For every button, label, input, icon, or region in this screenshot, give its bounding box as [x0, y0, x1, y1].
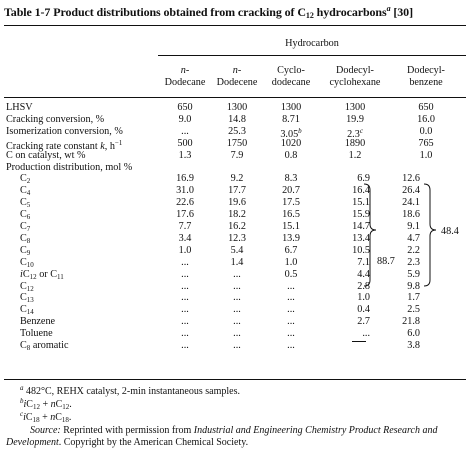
table-cell: 2.3: [407, 256, 420, 268]
column-header-line2: cyclohexane: [329, 77, 381, 88]
table-cell: 31.0: [176, 185, 194, 197]
row-label: LHSV: [6, 102, 33, 113]
footnote-c-text: $iC_{18} + nC_{18}$.: [23, 412, 72, 424]
table-cell: 14.7: [352, 221, 370, 232]
table-cell: 765: [418, 137, 434, 149]
column-header-line1: Cyclo-: [277, 65, 305, 76]
row-label: $C_{14}$: [20, 304, 34, 317]
table-cell: 4.4: [357, 268, 370, 280]
table-cell: ...: [287, 304, 295, 316]
table-cell: ...: [181, 316, 189, 328]
table-cell: 16.5: [282, 209, 300, 221]
table-cell: 18.6: [402, 209, 420, 221]
table-cell: 16.4: [352, 185, 370, 197]
table-cell: 1.7: [407, 292, 420, 304]
table-cell: 25.3: [228, 125, 246, 137]
table-cell: ...: [181, 280, 189, 292]
brace-col4: [364, 184, 376, 286]
hydrocarbon-header: Hydrocarbon: [285, 38, 339, 49]
table-cell: 0.0: [419, 125, 433, 137]
table-cell: 19.9: [346, 113, 364, 125]
table-cell: 1300: [226, 102, 248, 113]
column-header-line1: Dodecyl-: [407, 65, 445, 76]
row-label: $C_5$: [20, 197, 31, 210]
table-cell: 22.6: [176, 197, 194, 209]
table-cell: 2.8: [357, 280, 370, 292]
table-cell: 9.1: [407, 221, 420, 232]
table-cell: 17.7: [228, 185, 246, 197]
table-cell: 21.8: [402, 316, 420, 328]
table-cell: ...: [233, 304, 241, 316]
table-cell: 18.2: [228, 209, 246, 221]
column-header-line2: benzene: [409, 77, 443, 88]
table-cell: 7.9: [230, 149, 244, 161]
table-cell: 1300: [344, 102, 366, 113]
table-cell: 1.0: [357, 292, 370, 304]
table-cell: 3.05$^b$: [280, 126, 302, 140]
table-cell: 8.3: [284, 173, 298, 185]
row-label: Production distribution, mol %: [6, 161, 133, 173]
brace-col5: [424, 184, 436, 286]
title-footnote-mark: a: [386, 4, 391, 13]
table-cell: ...: [287, 340, 295, 351]
table-cell: 16.9: [176, 173, 194, 185]
table-cell: 1.4: [230, 256, 244, 268]
table-cell: 1750: [226, 137, 248, 149]
table-cell: 6.0: [407, 328, 420, 340]
table-cell: 19.6: [228, 197, 246, 209]
table-cell: ...: [181, 256, 189, 268]
table-cell: ...: [233, 268, 241, 280]
table-cell: 1300: [280, 102, 302, 113]
brace-total-col5: 48.4: [441, 226, 459, 237]
table-cell: 1.2: [348, 149, 362, 161]
table-cell: ...: [181, 292, 189, 304]
title-text: Product distributions obtained from cracking of C: [53, 5, 306, 19]
table-cell: 4.7: [407, 232, 420, 244]
title-text-after: hydrocarbons: [313, 5, 387, 19]
row-label: $iC_{12}$ or $C_{11}$: [20, 268, 64, 281]
table-cell: 10.5: [352, 244, 370, 256]
table-cell: 24.1: [402, 197, 420, 209]
table-cell: ...: [181, 328, 189, 340]
table-cell: 1.0: [284, 256, 298, 268]
table-cell: ...: [362, 328, 370, 340]
table-label: Table 1-7: [4, 5, 51, 19]
table-cell: 26.4: [402, 185, 420, 197]
table-cell: 13.9: [282, 232, 300, 244]
table-cell: 12.6: [402, 173, 420, 185]
table-cell: 2.7: [357, 316, 370, 328]
table-cell: 0.8: [284, 149, 298, 161]
table-cell: 3.8: [407, 340, 420, 351]
column-header-line1: n-: [232, 65, 242, 76]
table-cell: 15.1: [352, 197, 370, 209]
table-cell: 500: [177, 137, 193, 149]
row-label: $C_7$: [20, 221, 31, 233]
table-cell: 650: [418, 102, 434, 113]
table-cell: 1020: [280, 137, 302, 149]
column-header-line1: n-: [180, 65, 190, 76]
table-cell: 2.3$^c$: [347, 126, 363, 140]
table-cell: 16.0: [417, 113, 435, 125]
table-cell: 650: [177, 102, 193, 113]
table-cell: 3.4: [178, 232, 192, 244]
table-cell: 12.3: [228, 232, 246, 244]
table-cell: ...: [181, 125, 189, 137]
table-cell: ...: [181, 304, 189, 316]
table-cell: ...: [287, 292, 295, 304]
table-cell: 5.9: [407, 268, 420, 280]
row-label: Isomerization conversion, %: [6, 125, 123, 137]
table-cell: 0.5: [284, 268, 298, 280]
row-label: $C_8$ aromatic: [20, 340, 69, 352]
table-cell: 20.7: [282, 185, 300, 197]
table-cell: ...: [233, 340, 241, 351]
table-cell: 5.4: [230, 244, 244, 256]
table-cell: 17.5: [282, 197, 300, 209]
table-cell: ...: [233, 328, 241, 340]
table-cell: 7.1: [357, 256, 370, 268]
table-cell: 13.4: [352, 232, 370, 244]
table-cell: ...: [233, 292, 241, 304]
row-label: $C_9$: [20, 244, 31, 257]
table-cell: 14.8: [228, 113, 246, 125]
table-cell: ...: [181, 340, 189, 351]
title-sub: 12: [305, 11, 314, 20]
row-label: $C_{10}$: [20, 256, 34, 269]
table-cell: 6.7: [284, 244, 298, 256]
row-label: $C_6$: [20, 209, 31, 222]
row-label: $C_8$: [20, 232, 31, 245]
column-header-line2: Dodecane: [164, 77, 206, 88]
table-cell: 1.0: [178, 244, 192, 256]
table-cell: 16.2: [228, 221, 246, 232]
table-bottom-rule: [4, 379, 466, 380]
table-cell: 17.6: [176, 209, 194, 221]
table-cell: 9.2: [230, 173, 244, 185]
table-cell: ...: [181, 268, 189, 280]
table-cell: 1.0: [419, 149, 433, 161]
table-cell: ...: [233, 280, 241, 292]
table-cell: 2.2: [407, 244, 420, 256]
table-cell: ...: [287, 280, 295, 292]
table-cell: 15.1: [282, 221, 300, 232]
row-label: $C_4$: [20, 185, 31, 198]
footnote-c: $^ciC_{18} + nC_{18}$.: [20, 410, 72, 424]
table-cell: 15.9: [352, 209, 370, 221]
title-reference: [30]: [390, 5, 413, 19]
table-cell: 0.4: [357, 304, 370, 316]
table-cell: 7.7: [178, 221, 192, 232]
row-label: $C_{12}$: [20, 280, 34, 293]
table-cell: ...: [287, 328, 295, 340]
row-label: Benzene: [20, 316, 56, 328]
table-cell: 6.9: [357, 173, 370, 185]
table-cell: ...: [287, 316, 295, 328]
row-label: $C_2$: [20, 173, 31, 186]
footnote-a: $^a$ 482°C, REHX catalyst, 2-min instantaneous samples.: [20, 384, 240, 397]
column-header-line2: Dodecene: [216, 77, 258, 88]
brace-total-col4: 88.7: [377, 256, 395, 267]
row-label: $C_{13}$: [20, 292, 34, 305]
footnote-b: $^biC_{12} + nC_{12}$.: [20, 397, 72, 411]
footnote-b-text: $iC_{12} + nC_{12}$.: [23, 399, 72, 411]
row-label: Cracking conversion, %: [6, 113, 105, 125]
table-cell: 9.8: [407, 280, 420, 292]
row-label: C on catalyst, wt %: [6, 149, 86, 161]
column-header-line1: Dodecyl-: [336, 65, 374, 76]
column-header-line2: dodecane: [271, 77, 311, 88]
table-cell: 1.3: [178, 149, 192, 161]
source-note: Source: Reprinted with permission from Industrial and Engineering Chemistry Product Research and Development. Copyright by the American Chemical Society.: [6, 425, 438, 448]
table-cell: 1890: [344, 137, 366, 149]
table-cell: 8.71: [282, 113, 300, 125]
row-label: Toluene: [20, 328, 53, 340]
table-cell: 2.5: [407, 304, 420, 316]
row-label: Cracking rate constant k, $h^{-1}$: [6, 138, 123, 152]
table-cell: ...: [233, 316, 241, 328]
table-cell: 9.0: [178, 113, 192, 125]
